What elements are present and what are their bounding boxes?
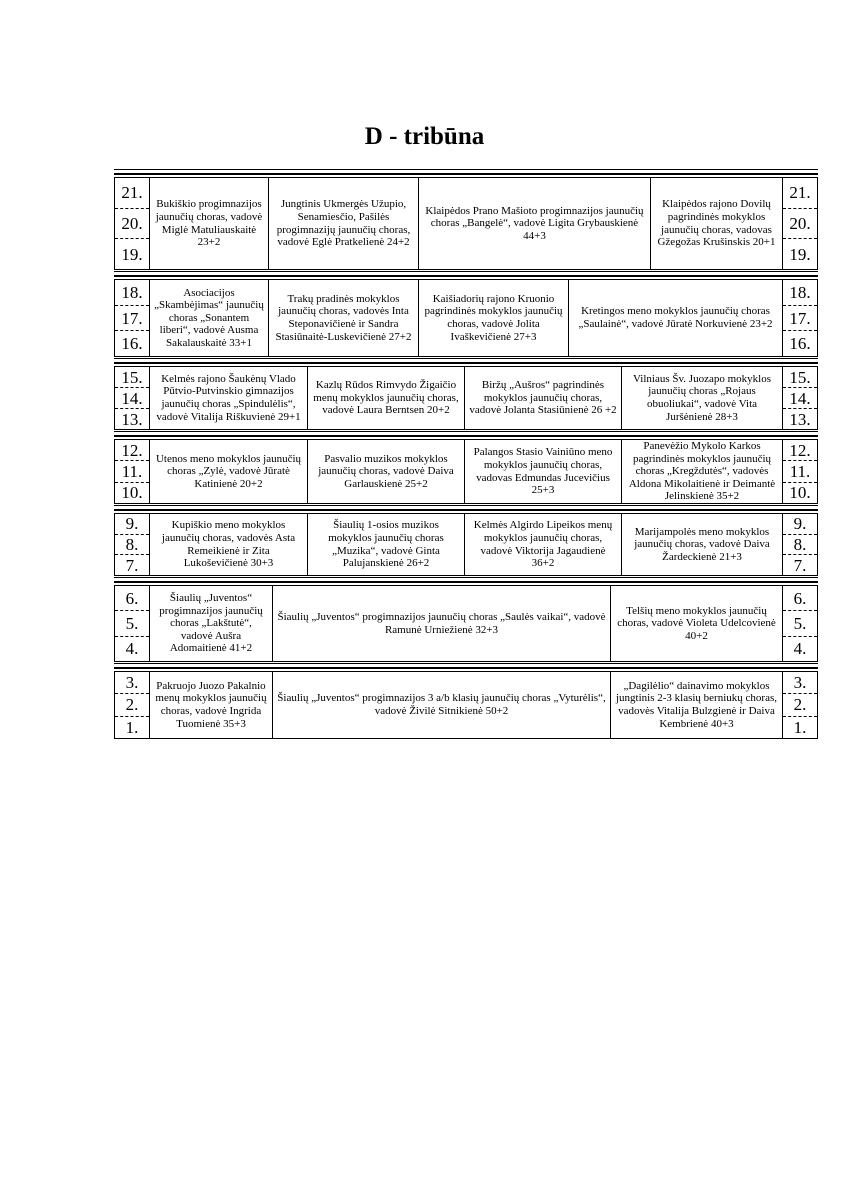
seat-section-21-19 xyxy=(114,177,818,270)
seat-section-3-1 xyxy=(114,671,818,739)
row-number: 5. xyxy=(783,611,817,636)
choir-cell: Trakų pradinės mokyklos jaunučių choras, vadovės Inta Steponavičienė ir Sandra Stasiūnaitė-Luskevičienė 27+2 xyxy=(269,280,419,356)
row-number: 1. xyxy=(793,717,807,737)
row-number: 10. xyxy=(121,483,143,503)
row-numbers-right xyxy=(782,514,817,575)
seat-section-15-13 xyxy=(114,366,818,430)
row-number: 15. xyxy=(783,367,817,388)
row-numbers-left xyxy=(115,367,150,429)
row-number: 4. xyxy=(125,639,139,659)
divider xyxy=(114,505,818,511)
choir-cell: Kaišiadorių rajono Kruonio pagrindinės mokyklos jaunučių choras, vadovė Jolita Ivaškevičienė 27+3 xyxy=(419,280,569,356)
choir-cell: Šiaulių „Juventos“ progimnazijos jaunučių choras „Lakštutė“, vadovė Aušra Adomaitienė 41+2 xyxy=(150,586,273,661)
choir-cell: Pasvalio muzikos mokyklos jaunučių choras, vadovė Daiva Garlauskienė 25+2 xyxy=(308,440,465,503)
row-numbers-left xyxy=(115,440,150,503)
choir-cell: Kazlų Rūdos Rimvydo Žigaičio menų mokyklos jaunučių choras, vadovė Laura Berntsen 20+2 xyxy=(308,367,465,429)
choir-cell: „Dagilėlio“ dainavimo mokyklos jungtinis 2-3 klasių berniukų choras, vadovės Vitalija Bulzgienė ir Daiva Kembrienė 40+3 xyxy=(615,679,777,730)
row-numbers-right xyxy=(782,367,817,429)
row-number: 8. xyxy=(115,535,149,556)
row-numbers-left xyxy=(115,672,150,738)
row-number: 15. xyxy=(115,367,149,388)
row-number: 14. xyxy=(115,388,149,409)
seat-section-18-16 xyxy=(114,279,818,357)
row-number: 7. xyxy=(125,555,139,575)
row-number: 18. xyxy=(115,280,149,306)
seat-section-9-7 xyxy=(114,513,818,576)
row-numbers-right xyxy=(782,178,817,269)
divider xyxy=(114,663,818,669)
row-numbers-left xyxy=(115,586,150,661)
choir-cell: Kelmės rajono Šaukėnų Vlado Pūtvio-Putvinskio gimnazijos jaunučių choras „Spindulėlis“, vadovė Vitalija Riškuvienė 29+1 xyxy=(150,367,308,429)
row-number: 5. xyxy=(115,611,149,636)
choir-cell: Kupiškio meno mokyklos jaunučių choras, vadovės Asta Remeikienė ir Zita Lukoševičienė 30+3 xyxy=(150,514,308,575)
row-number: 18. xyxy=(783,280,817,306)
row-number: 19. xyxy=(789,244,811,264)
choir-cell: Kretingos meno mokyklos jaunučių choras „Saulainė“, vadovė Jūratė Norkuvienė 23+2 xyxy=(578,305,773,330)
choir-cell: Telšių meno mokyklos jaunučių choras, vadovė Violeta Udelcovienė 40+2 xyxy=(617,604,776,642)
row-number: 17. xyxy=(115,306,149,332)
row-number: 20. xyxy=(783,209,817,240)
choir-cell: Kelmės Algirdo Lipeikos menų mokyklos jaunučių choras, vadovė Viktorija Jagaudienė 36+2 xyxy=(465,514,622,575)
divider xyxy=(114,431,818,437)
row-number: 12. xyxy=(115,440,149,461)
row-number: 6. xyxy=(783,586,817,611)
choir-cell: Pakruojo Juozo Pakalnio menų mokyklos jaunučių choras, vadovė Ingrida Tuomienė 35+3 xyxy=(150,672,273,738)
row-number: 17. xyxy=(783,306,817,332)
divider xyxy=(114,358,818,364)
divider xyxy=(114,169,818,175)
row-number: 13. xyxy=(789,409,811,429)
row-number: 13. xyxy=(121,409,143,429)
row-numbers-right xyxy=(782,440,817,503)
row-number: 9. xyxy=(115,514,149,535)
choir-cell: Marijampolės meno mokyklos jaunučių choras, vadovė Daiva Žardeckienė 21+3 xyxy=(634,525,770,563)
row-number: 1. xyxy=(125,717,139,737)
row-number: 3. xyxy=(115,672,149,694)
row-number: 16. xyxy=(789,334,811,354)
choir-cell: Asociacijos „Skambėjimas“ jaunučių choras „Sonantem liberi“, vadovė Ausma Sakalauskaitė 33+1 xyxy=(150,280,269,356)
choir-cell: Šiaulių „Juventos“ progimnazijos 3 a/b klasių jaunučių choras „Vyturėlis“, vadovė Živilė Sitnikienė 50+2 xyxy=(273,672,611,738)
choir-cell: Jungtinis Ukmergės Užupio, Senamiesčio, Pašilės progimnazijų jaunučių choras, vadovė Eglė Pratkelienė 24+2 xyxy=(269,178,419,269)
choir-cell: Biržų „Aušros“ pagrindinės mokyklos jaunučių choras, vadovė Jolanta Stasiūnienė 26 +2 xyxy=(465,367,622,429)
row-number: 21. xyxy=(783,178,817,209)
choir-cell: Šiaulių „Juventos“ progimnazijos jaunučių choras „Saulės vaikai“, vadovė Ramunė Urniežienė 32+3 xyxy=(273,586,611,661)
row-number: 9. xyxy=(783,514,817,535)
seat-section-12-10 xyxy=(114,439,818,504)
row-numbers-left xyxy=(115,280,150,356)
row-number: 8. xyxy=(783,535,817,556)
row-number: 3. xyxy=(783,672,817,694)
row-number: 19. xyxy=(121,244,143,264)
choir-cell: Vilniaus Šv. Juozapo mokyklos jaunučių choras „Rojaus obuoliukai“, vadovė Vita Juršėnienė 28+3 xyxy=(633,372,771,423)
divider xyxy=(114,271,818,277)
choir-cell: Panevėžio Mykolo Karkos pagrindinės mokyklos jaunučių choras „Kregždutės“, vadovės Aldona Mikolaitienė ir Deimantė Jelinskienė 35+2 xyxy=(628,440,776,503)
choir-cell: Utenos meno mokyklos jaunučių choras „Zylė, vadovė Jūratė Katinienė 20+2 xyxy=(150,440,308,503)
choir-cell: Klaipėdos Prano Mašioto progimnazijos jaunučių choras „Bangelė“, vadovė Ligita Grybauskienė 44+3 xyxy=(419,178,651,269)
row-number: 11. xyxy=(115,461,149,482)
choir-cell: Šiaulių 1-osios muzikos mokyklos jaunučių choras „Muzika“, vadovė Ginta Palujanskienė 26+2 xyxy=(308,514,465,575)
page-title: D - tribūna xyxy=(364,123,485,150)
row-number: 21. xyxy=(115,178,149,209)
row-number: 7. xyxy=(793,555,807,575)
row-number: 16. xyxy=(121,334,143,354)
row-number: 10. xyxy=(789,483,811,503)
row-numbers-right xyxy=(782,586,817,661)
choir-cell: Palangos Stasio Vainiūno meno mokyklos jaunučių choras, vadovas Edmundas Jucevičius 25+3 xyxy=(465,440,622,503)
row-number: 11. xyxy=(783,461,817,482)
row-numbers-left xyxy=(115,178,150,269)
row-number: 14. xyxy=(783,388,817,409)
row-numbers-left xyxy=(115,514,150,575)
row-numbers-right xyxy=(782,672,817,738)
row-number: 2. xyxy=(783,694,817,716)
row-number: 20. xyxy=(115,209,149,240)
divider xyxy=(114,577,818,583)
row-number: 12. xyxy=(783,440,817,461)
row-number: 2. xyxy=(115,694,149,716)
choir-cell: Bukiškio progimnazijos jaunučių choras, vadovė Miglė Matuliauskaitė 23+2 xyxy=(150,178,269,269)
row-numbers-right xyxy=(782,280,817,356)
choir-cell: Klaipėdos rajono Dovilų pagrindinės mokyklos jaunučių choras, vadovas Gžegožas Krušinskis 20+1 xyxy=(657,198,776,249)
seat-section-6-4 xyxy=(114,585,818,662)
row-number: 6. xyxy=(115,586,149,611)
row-number: 4. xyxy=(793,639,807,659)
